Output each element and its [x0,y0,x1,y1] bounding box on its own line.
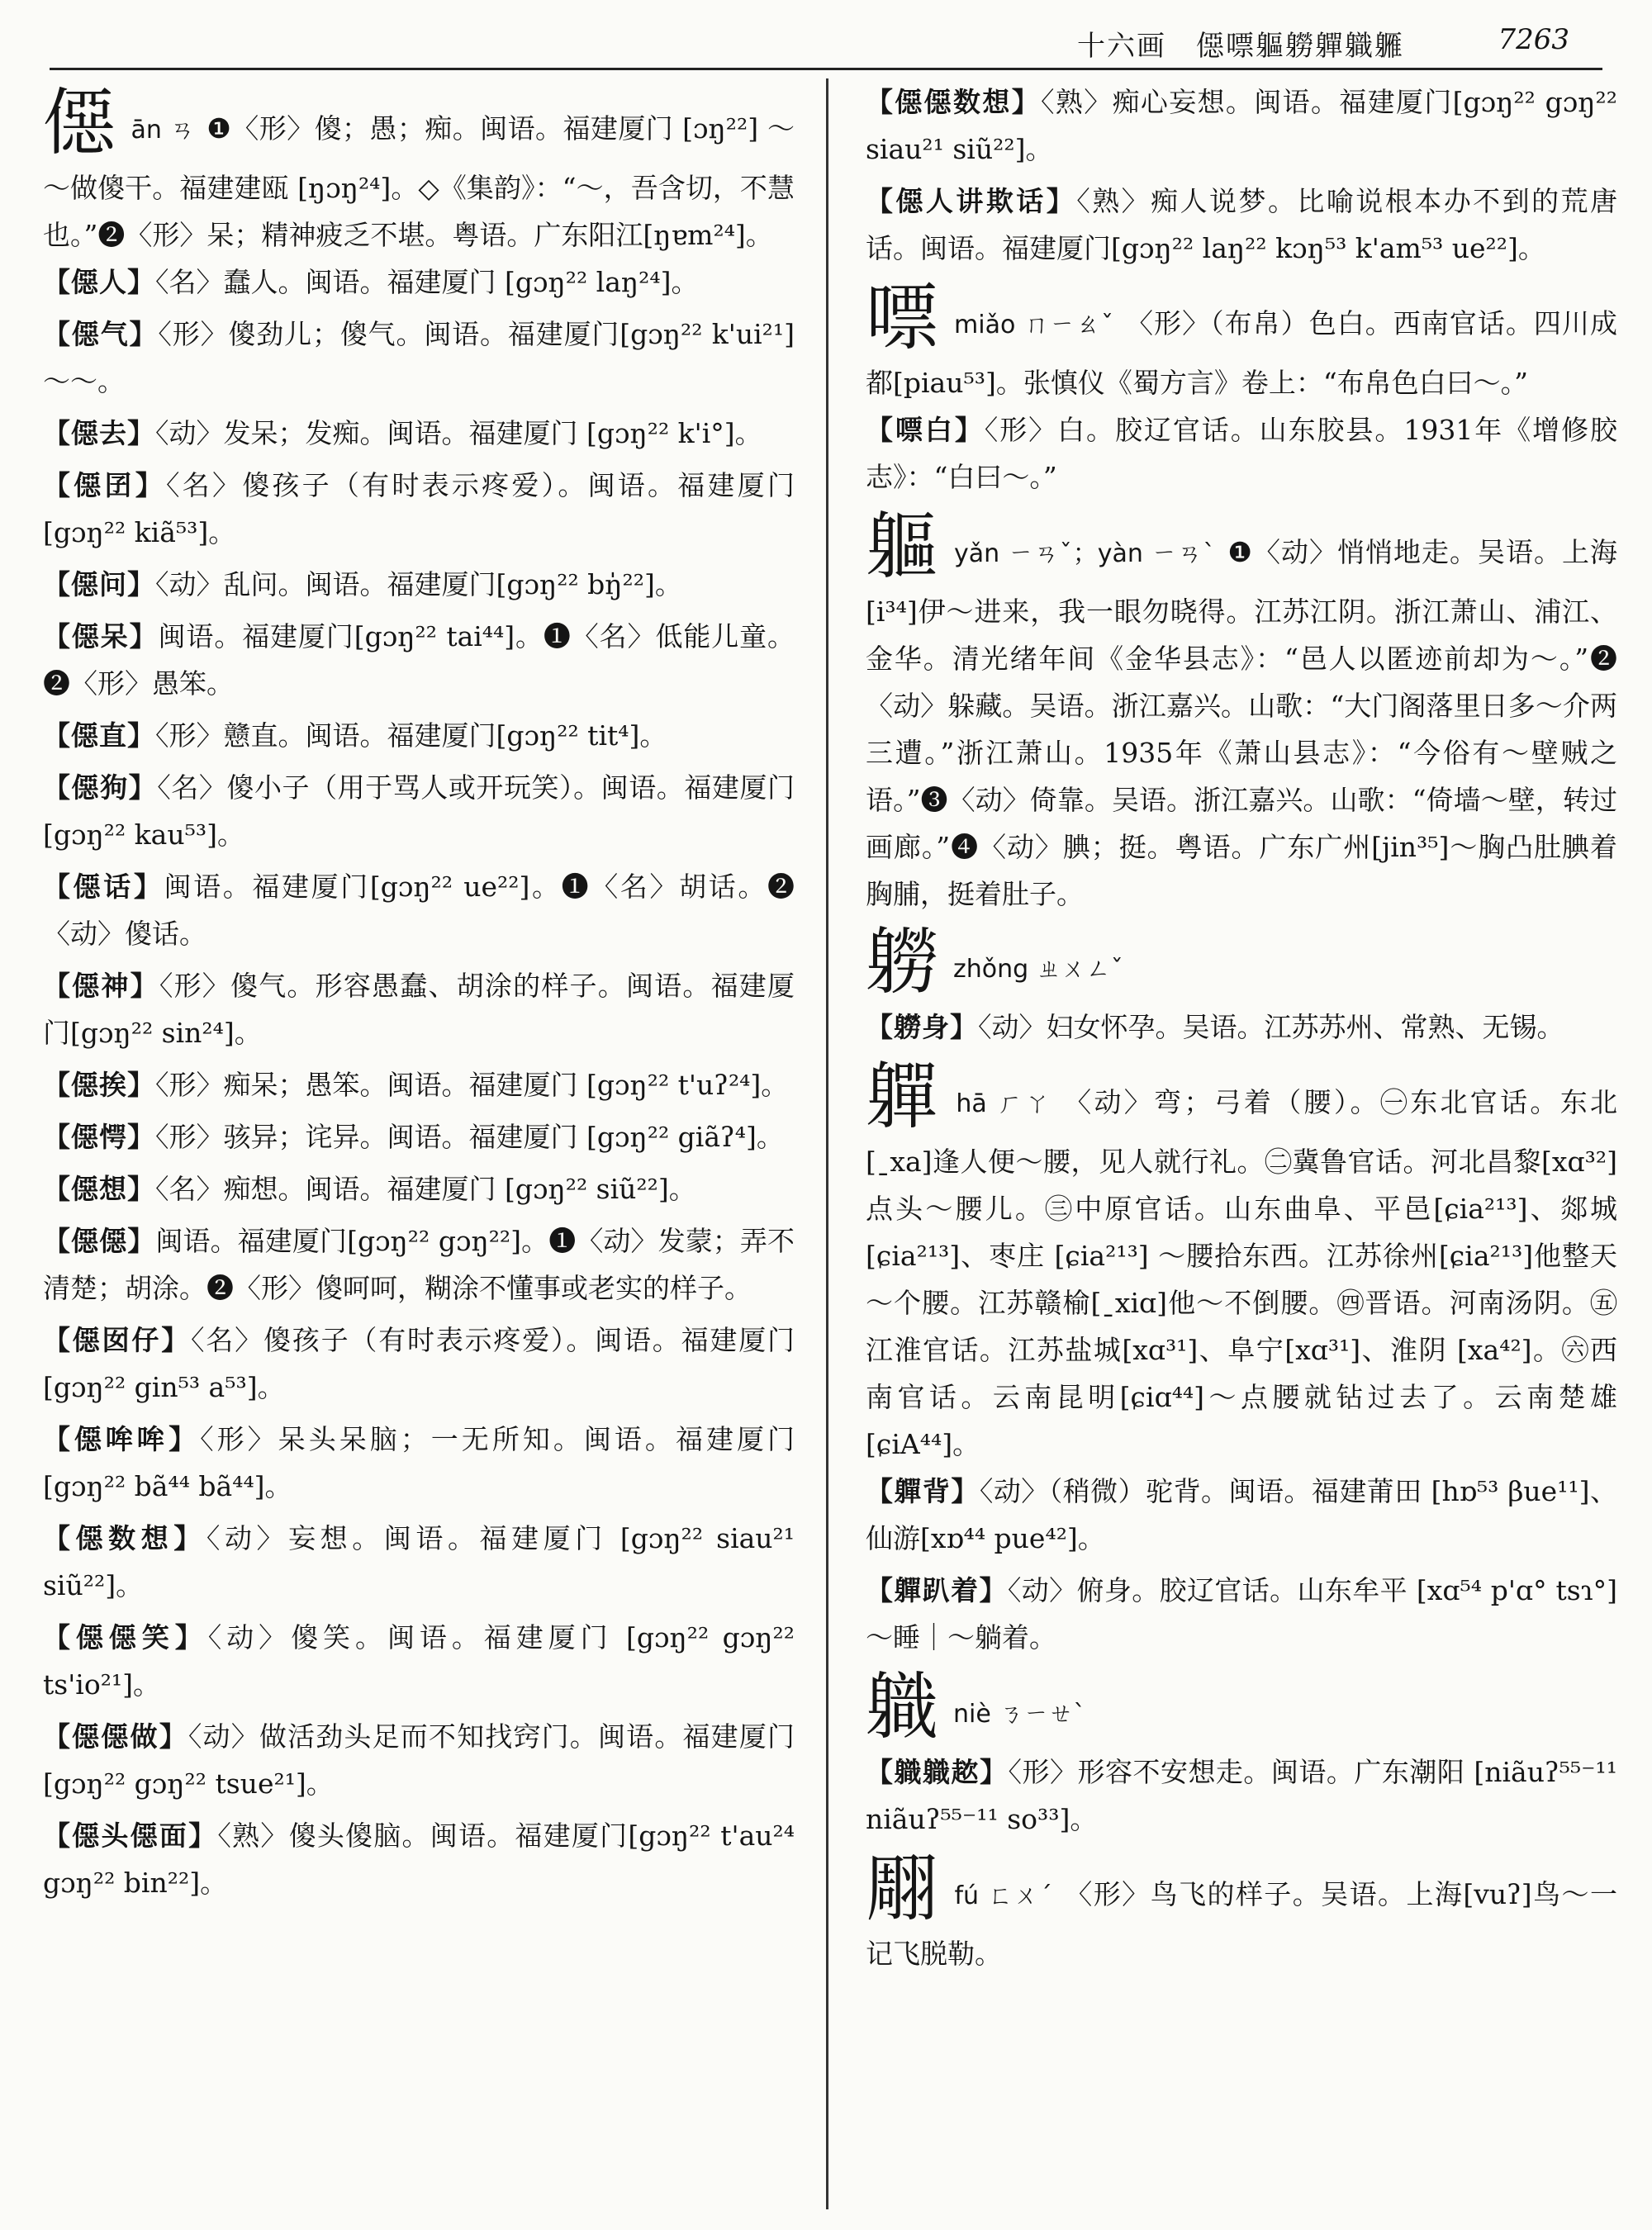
compound-entry [43,1416,795,1510]
compound-entry [43,1614,795,1708]
compound-entry [43,561,795,608]
compound-word: 【僫哞哞】 [43,1423,201,1455]
compound-word: 【僫去】 [43,417,155,449]
headword-character: 軄 [866,1664,939,1749]
headword-definition: ❶〈形〉傻；愚；痴。闽语。福建厦门 [ɔŋ²²] ～～做傻干。福建建瓯 [ŋɔŋ²⁴]。◇《集韵》：“～，吾含切，不慧也。”❷〈形〉呆；精神疲乏不堪。粤语。广东阳江[ŋɐm²⁴]。 [43,112,795,251]
compound-definition: 〈名〉傻孩子（有时表示疼爱）。闽语。福建厦门[gɔŋ²² gin⁵³ a⁵³]。 [43,1324,795,1403]
compound-entry [866,406,1617,501]
compound-definition: 〈熟〉痴人说梦。比喻说根本办不到的荒唐话。闽语。福建厦门[gɔŋ²² laŋ²² kɔŋ⁵³ k'am⁵³ ue²²]。 [866,185,1618,264]
compound-definition: 〈形〉白。胶辽官话。山东胶县。1931年《增修胶志》：“白曰～。” [866,414,1618,493]
compound-entry [866,1004,1617,1051]
compound-word: 【僫囡仔】 [43,1324,192,1356]
compound-word: 【僫人讲欺话】 [866,185,1077,217]
compound-definition: 〈形〉戆直。闽语。福建厦门[gɔŋ²² tit⁴]。 [155,719,667,752]
compound-definition: 〈名〉傻小子（用于骂人或开玩笑）。闽语。福建厦门[gɔŋ²² kau⁵³]。 [43,771,795,851]
column-divider [826,78,828,2209]
compound-word: 【僫呆】 [43,620,159,652]
compound-definition: 〈熟〉傻头傻脑。闽语。福建厦门[gɔŋ²² t'au²⁴ gɔŋ²² bin²²]。 [43,1820,795,1899]
headword-character: 嘌 [866,275,940,360]
header-characters: 十六画 僫嘌軀軂軃軄軅 [1077,30,1404,63]
compound-definition: 〈形〉傻气。形容愚蠢、胡涂的样子。闽语。福建厦门[gɔŋ²² sin²⁴]。 [43,970,795,1049]
headword-pinyin: ān ㄢ [131,116,196,145]
compound-word: 【僫愕】 [43,1121,155,1153]
compound-definition: 闽语。福建厦门[gɔŋ²² tai⁴⁴]。❶〈名〉低能儿童。❷〈形〉愚笨。 [43,620,795,700]
compound-entry [43,1515,795,1609]
compound-entry [43,259,795,306]
compound-definition: 闽语。福建厦门[gɔŋ²² ue²²]。❶〈名〉胡话。❷〈动〉傻话。 [43,871,795,950]
compound-definition: 〈动〉乱问。闽语。福建厦门[gɔŋ²² bŋ̍²²]。 [155,568,682,600]
compound-entry [43,1713,795,1807]
compound-word: 【僫话】 [43,871,164,903]
compound-definition: 〈形〉傻劲儿；傻气。闽语。福建厦门[gɔŋ²² k'ui²¹]～～。 [43,318,795,397]
compound-definition: 〈形〉骇异；诧异。闽语。福建厦门 [gɔŋ²² giãʔ⁴]。 [155,1121,784,1153]
compound-entry [43,1812,795,1906]
compound-entry [866,1567,1617,1661]
headword-pinyin: zhǒng ㄓㄨㄥˇ [953,955,1123,984]
compound-definition: 〈动〉发呆；发痴。闽语。福建厦门 [gɔŋ²² k'i°]。 [155,417,762,449]
compound-word: 【僫想】 [43,1173,155,1205]
compound-entry [43,1061,795,1108]
compound-word: 【軄軄趑】 [866,1756,1009,1788]
compound-entry [43,764,795,858]
compound-entry [43,613,795,707]
compound-word: 【僫头僫面】 [43,1820,218,1852]
compound-word: 【僫僫笑】 [43,1621,208,1654]
compound-definition: 〈动〉傻笑。闽语。福建厦门 [gɔŋ²² gɔŋ²² ts'io²¹]。 [43,1621,795,1701]
compound-word: 【僫狗】 [43,771,158,804]
compound-word: 【僫问】 [43,568,155,600]
compound-definition: 〈动〉妄想。闽语。福建厦门 [gɔŋ²² siau²¹ siũ²²]。 [43,1522,795,1601]
compound-word: 【僫人】 [43,266,155,298]
compound-entry [866,1468,1617,1562]
compound-entry [43,462,795,556]
compound-definition: 〈熟〉痴心妄想。闽语。福建厦门[gɔŋ²² gɔŋ²² siau²¹ siũ²²]。 [866,86,1618,165]
compound-entry [43,1317,795,1411]
compound-entry [43,410,795,457]
headword-definition: ❶〈动〉悄悄地走。吴语。上海[i³⁴]伊～进来，我一眼勿晓得。江苏江阴。浙江萧山、浦江、金华。清光绪年间《金华县志》：“邑人以匿迹前却为～。”❷〈动〉躲藏。吴语。浙江嘉兴。山歌：“大门阁落里日多～介两三遭。”浙江萧山。1935年《萧山县志》：“今俗有～壁贼之语。”❸〈动〉倚靠。吴语。浙江嘉兴。山歌：“倚墙～壁，转过画廊。”❹〈动〉腆；挺。粤语。广东广州[jin³⁵]～胸凸肚腆着胸脯，挺着肚子。 [866,536,1617,910]
headword-pinyin: hā ㄏㄚ [956,1089,1053,1118]
headword-pinyin: niè ㄋㄧㄝˋ [953,1700,1086,1729]
compound-definition: 〈形〉呆头呆脑；一无所知。闽语。福建厦门[gɔŋ²² bã⁴⁴ bã⁴⁴]。 [43,1423,795,1502]
headword-entry [866,1056,1617,1468]
compound-entry [43,311,795,405]
compound-word: 【僫神】 [43,970,159,1002]
compound-entry [43,1165,795,1212]
page-number: 7263 [1498,23,1569,56]
compound-word: 【僫僫做】 [43,1720,188,1753]
headword-character: 僫 [43,80,116,165]
left-column [43,78,795,1911]
compound-definition: 〈动〉（稍微）驼背。闽语。福建莆田 [hɒ⁵³ βue¹¹]、仙游[xɒ⁴⁴ pue⁴²]。 [866,1475,1618,1554]
compound-word: 【軃背】 [866,1475,980,1507]
compound-definition: 〈名〉痴想。闽语。福建厦门 [gɔŋ²² siũ²²]。 [155,1173,696,1205]
compound-definition: 〈名〉蠢人。闽语。福建厦门 [gɔŋ²² laŋ²⁴]。 [155,266,699,298]
compound-definition: 〈动〉俯身。胶辽官话。山东牟平 [xɑ⁵⁴ p'ɑ° tsɿ°]～睡｜～躺着。 [866,1574,1617,1654]
headword-definition: 〈形〉鸟飞的样子。吴语。上海[vuʔ]鸟～一记飞脱勒。 [866,1878,1617,1970]
headword-entry [43,82,795,259]
compound-definition: 〈动〉做活劲头足而不知找窍门。闽语。福建厦门[gɔŋ²² gɔŋ²² tsue²¹]。 [43,1720,795,1800]
compound-entry [43,1113,795,1160]
headword-pinyin: miǎo ㄇㄧㄠˇ [954,311,1115,339]
compound-entry [866,178,1617,272]
compound-definition: 〈形〉痴呆；愚笨。闽语。福建厦门 [gɔŋ²² t'uʔ²⁴]。 [155,1069,789,1101]
compound-word: 【僫囝】 [43,469,166,501]
headword-character: 翢 [866,1846,940,1931]
headword-entry [866,505,1617,918]
compound-entry [866,78,1617,173]
headword-definition: 〈形〉（布帛）色白。西南官话。四川成都[piau⁵³]。张慎仪《蜀方言》卷上：“布帛色白曰～。” [866,307,1617,399]
headword-definition: 〈动〉弯；弓着（腰）。㊀东北官话。东北[ˍxa]逢人便～腰，见人就行礼。㊁冀鲁官话。河北昌黎[xɑ³²]点头～腰儿。㊂中原官话。山东曲阜、平邑[ɕia²¹³]、郯城[ɕia²¹³]、枣庄 [ɕia²¹³] ～腰拾东西。江苏徐州[ɕia²¹³]他整天～个腰。江苏赣榆[ˍxiɑ]他～不倒腰。㊃晋语。河南汤阴。㊄江淮官话。江苏盐城[xɑ³¹]、阜宁[xɑ³¹]、淮阴 [xa⁴²]。㊅西南官话。云南昆明[ɕiɑ⁴⁴]～点腰就钻过去了。云南楚雄[ɕiA⁴⁴]。 [866,1086,1617,1460]
compound-word: 【嘌白】 [866,414,985,446]
compound-entry [43,962,795,1056]
compound-word: 【軂身】 [866,1011,978,1043]
compound-entry [43,712,795,759]
compound-definition: 〈形〉形容不安想走。闽语。广东潮阳 [niãuʔ⁵⁵⁻¹¹ niãuʔ⁵⁵⁻¹¹ so³³]。 [866,1756,1618,1835]
headword-entry [866,1666,1617,1748]
headword-character: 軃 [866,1054,942,1139]
compound-word: 【軃趴着】 [866,1574,1008,1606]
headword-character: 軂 [866,919,939,1004]
compound-word: 【僫直】 [43,719,155,752]
compound-definition: 闽语。福建厦门[gɔŋ²² gɔŋ²²]。❶〈动〉发蒙；弄不清楚；胡涂。❷〈形〉傻呵呵，糊涂不懂事或老实的样子。 [43,1225,795,1304]
headword-pinyin: fú ㄈㄨˊ [954,1881,1054,1910]
headword-entry [866,1848,1617,1977]
compound-definition: 〈名〉傻孩子（有时表示疼爱）。闽语。福建厦门[gɔŋ²² kiã⁵³]。 [43,469,795,548]
compound-word: 【僫气】 [43,318,159,350]
compound-word: 【僫僫】 [43,1225,156,1257]
compound-word: 【僫数想】 [43,1522,206,1554]
headword-entry [866,921,1617,1004]
headword-character: 軀 [866,504,940,589]
right-column [866,78,1617,1977]
headword-pinyin: yǎn ㄧㄢˇ；yàn ㄧㄢˋ [954,539,1217,568]
compound-definition: 〈动〉妇女怀孕。吴语。江苏苏州、常熟、无锡。 [978,1011,1564,1043]
compound-entry [866,1748,1617,1843]
compound-word: 【僫僫数想】 [866,86,1042,118]
compound-entry [43,1217,795,1312]
compound-entry [43,863,795,957]
headword-entry [866,277,1617,406]
compound-word: 【僫挨】 [43,1069,155,1101]
page-header [50,18,1602,70]
